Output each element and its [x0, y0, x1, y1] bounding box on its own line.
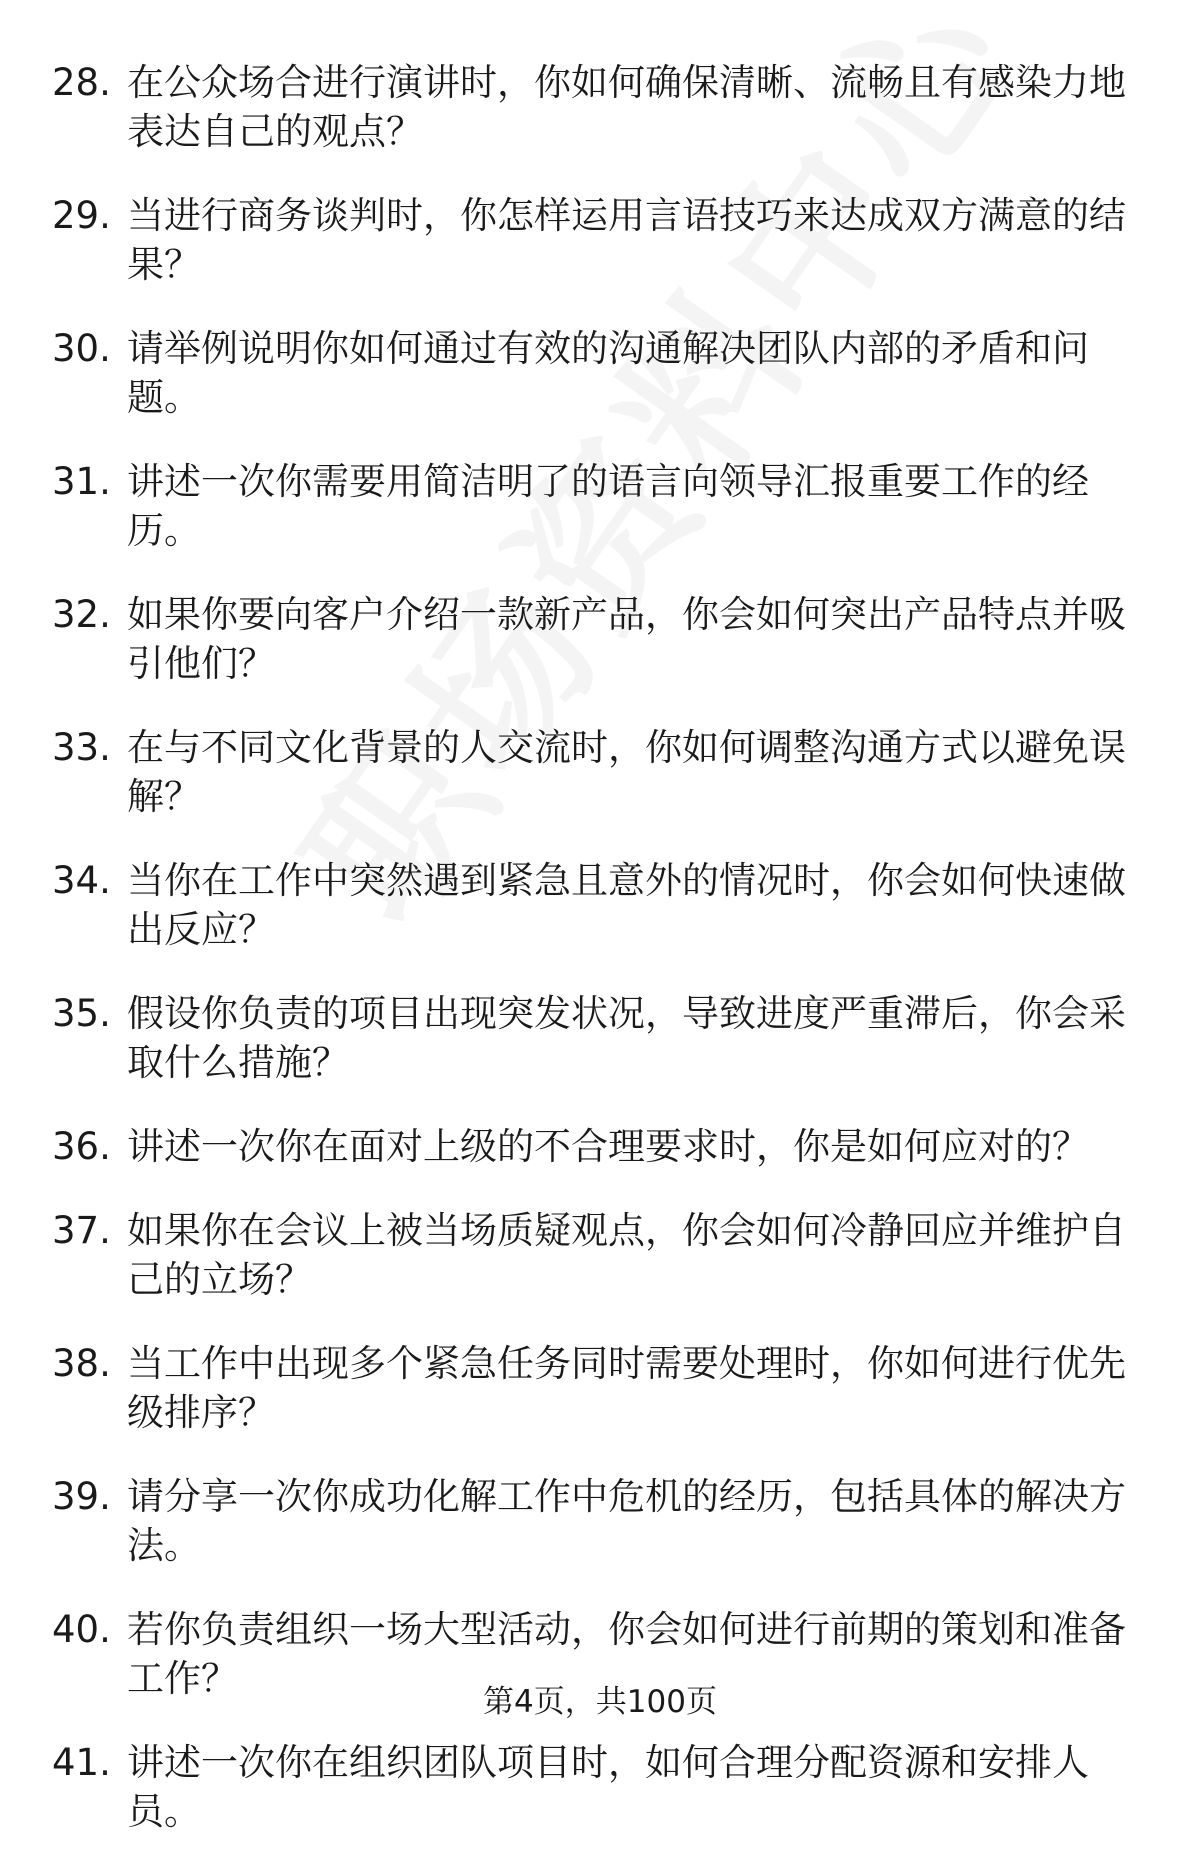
question-item: [52, 856, 1152, 954]
question-text: 若你负责组织一场大型活动，你会如何进行前期的策划和准备工作？: [127, 1608, 1126, 1700]
question-item: [52, 1472, 1152, 1570]
question-text: 讲述一次你在面对上级的不合理要求时，你是如何应对的？: [127, 1125, 1089, 1168]
question-text: 请举例说明你如何通过有效的沟通解决团队内部的矛盾和问题。: [127, 327, 1089, 419]
question-text: 假设你负责的项目出现突发状况，导致进度严重滞后，你会采取什么措施？: [127, 992, 1126, 1084]
question-number: 37.: [52, 1209, 111, 1252]
question-number: 33.: [52, 726, 111, 769]
question-item: [52, 989, 1152, 1087]
question-number: 32.: [52, 593, 111, 636]
question-text: 讲述一次你在组织团队项目时，如何合理分配资源和安排人员。: [127, 1741, 1089, 1833]
question-number: 39.: [52, 1475, 111, 1518]
question-list: [52, 58, 1152, 1871]
question-text: 请分享一次你成功化解工作中危机的经历，包括具体的解决方法。: [127, 1475, 1126, 1567]
question-item: [52, 1738, 1152, 1836]
question-item: [52, 590, 1152, 688]
question-text: 如果你要向客户介绍一款新产品，你会如何突出产品特点并吸引他们？: [127, 593, 1126, 685]
page-footer: 第4页，共100页: [483, 1684, 717, 1720]
question-number: 29.: [52, 194, 111, 237]
question-text: 当你在工作中突然遇到紧急且意外的情况时，你会如何快速做出反应？: [127, 859, 1126, 951]
question-number: 41.: [52, 1741, 111, 1784]
question-item: [52, 457, 1152, 555]
question-item: [52, 1206, 1152, 1304]
question-text: 在公众场合进行演讲时，你如何确保清晰、流畅且有感染力地表达自己的观点？: [127, 61, 1126, 153]
question-number: 38.: [52, 1342, 111, 1385]
question-text: 如果你在会议上被当场质疑观点，你会如何冷静回应并维护自己的立场？: [127, 1209, 1126, 1301]
question-text: 讲述一次你需要用简洁明了的语言向领导汇报重要工作的经历。: [127, 460, 1089, 552]
question-item: [52, 58, 1152, 156]
question-number: 30.: [52, 327, 111, 370]
question-text: 在与不同文化背景的人交流时，你如何调整沟通方式以避免误解？: [127, 726, 1126, 818]
question-number: 36.: [52, 1125, 111, 1168]
question-number: 28.: [52, 61, 111, 104]
question-item: [52, 1339, 1152, 1437]
question-item: [52, 1122, 1152, 1171]
question-number: 34.: [52, 859, 111, 902]
question-number: 31.: [52, 460, 111, 503]
question-item: [52, 723, 1152, 821]
question-text: 当进行商务谈判时，你怎样运用言语技巧来达成双方满意的结果？: [127, 194, 1126, 286]
question-item: [52, 324, 1152, 422]
question-number: 40.: [52, 1608, 111, 1651]
question-item: [52, 191, 1152, 289]
question-text: 当工作中出现多个紧急任务同时需要处理时，你如何进行优先级排序？: [127, 1342, 1126, 1434]
question-number: 35.: [52, 992, 111, 1035]
